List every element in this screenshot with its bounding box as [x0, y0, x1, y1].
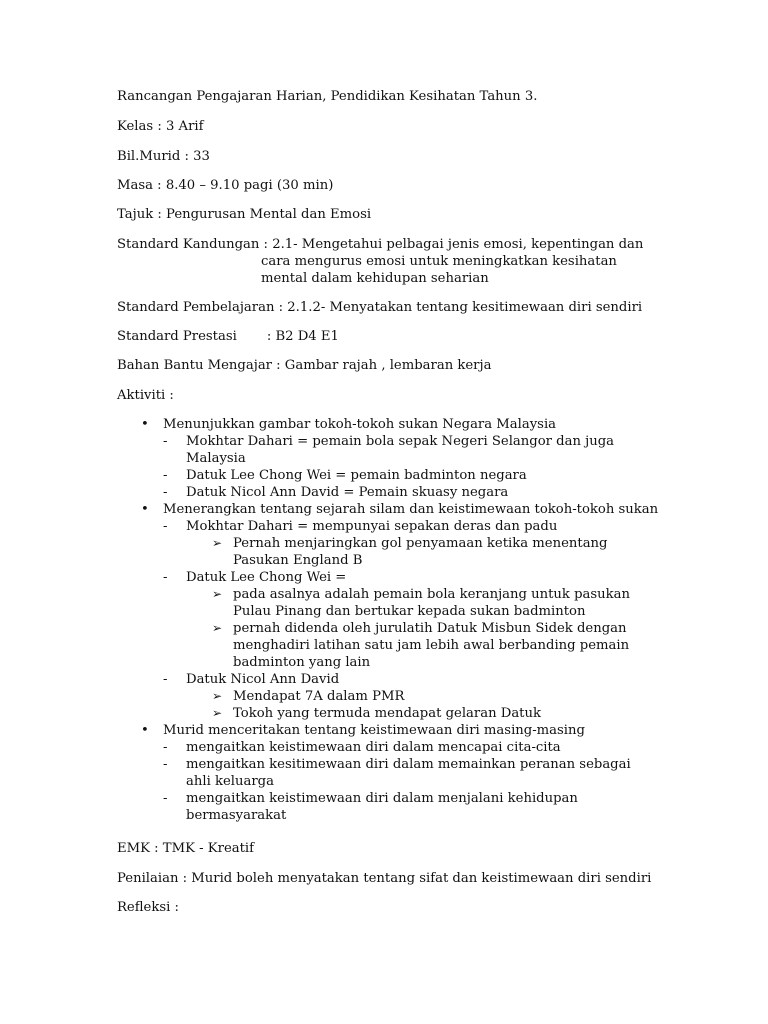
bullet-icon: • — [141, 417, 149, 432]
activity-point-continued-text: Pulau Pinang dan bertukar kepada sukan badminton — [233, 604, 586, 619]
refleksi-label: Refleksi : — [117, 900, 179, 915]
arrow-bullet-icon: ➢ — [212, 689, 223, 703]
emk-line: EMK : TMK - Kreatif — [117, 841, 255, 856]
standard-kandungan-line2: cara mengurus emosi untuk meningkatkan kesihatan — [261, 254, 617, 269]
activity-subitem-text: Datuk Nicol Ann David — [186, 672, 340, 687]
kelas-line: Kelas : 3 Arif — [117, 119, 204, 134]
dash-marker: - — [163, 519, 168, 534]
activity-item-text: Murid menceritakan tentang keistimewaan diri masing-masing — [163, 723, 585, 738]
activity-point-continued-text: menghadiri latihan satu jam lebih awal berbanding pemain — [233, 638, 630, 653]
activity-subitem — [0, 467, 768, 484]
dash-marker: - — [163, 672, 168, 687]
arrow-bullet-icon: ➢ — [212, 706, 223, 720]
activity-subitem-text: mengaitkan keistimewaan diri dalam mencapai cita-cita — [186, 740, 561, 755]
arrow-bullet-icon: ➢ — [212, 587, 223, 601]
activity-point-continued — [0, 654, 768, 671]
activity-point — [0, 586, 768, 603]
bahan-line: Bahan Bantu Mengajar : Gambar rajah , lembaran kerja — [117, 358, 492, 373]
activity-subitem-text: Datuk Nicol Ann David = Pemain skuasy negara — [186, 485, 509, 500]
bil-murid-line: Bil.Murid : 33 — [117, 149, 210, 164]
activity-subitem-continued-text: ahli keluarga — [186, 774, 274, 789]
dash-marker: - — [163, 468, 168, 483]
activity-point-continued — [0, 603, 768, 620]
standard-prestasi-value: : B2 D4 E1 — [266, 329, 339, 344]
penilaian-line: Penilaian : Murid boleh menyatakan tentang sifat dan keistimewaan diri sendiri — [117, 871, 652, 886]
standard-kandungan-line3: mental dalam kehidupan seharian — [261, 271, 489, 286]
activity-subitem-continued — [0, 807, 768, 824]
activity-point-text: pernah didenda oleh jurulatih Datuk Misbun Sidek dengan — [233, 621, 627, 636]
activity-point-text: Mendapat 7A dalam PMR — [233, 689, 405, 704]
standard-prestasi-label: Standard Prestasi — [117, 329, 237, 344]
activity-point-continued — [0, 637, 768, 654]
bullet-icon: • — [141, 723, 149, 738]
activity-subitem — [0, 433, 768, 450]
activity-subitem-text: Mokhtar Dahari = mempunyai sepakan deras dan padu — [186, 519, 558, 534]
dash-marker: - — [163, 570, 168, 585]
activity-subitem-continued — [0, 450, 768, 467]
standard-kandungan-line1: Standard Kandungan : 2.1- Mengetahui pelbagai jenis emosi, kepentingan dan — [117, 237, 644, 252]
activity-subitem-continued — [0, 773, 768, 790]
activity-point — [0, 620, 768, 637]
dash-marker: - — [163, 485, 168, 500]
document-title: Rancangan Pengajaran Harian, Pendidikan Kesihatan Tahun 3. — [117, 89, 538, 104]
activity-point — [0, 705, 768, 722]
bullet-icon: • — [141, 502, 149, 517]
activity-subitem-text: mengaitkan kesitimewaan diri dalam memainkan peranan sebagai — [186, 757, 631, 772]
activity-point-continued-text: badminton yang lain — [233, 655, 371, 670]
dash-marker: - — [163, 757, 168, 772]
activity-subitem — [0, 569, 768, 586]
standard-pembelajaran-line: Standard Pembelajaran : 2.1.2- Menyatakan tentang kesitimewaan diri sendiri — [117, 300, 643, 315]
activity-list — [0, 416, 768, 824]
activity-point-text: Pernah menjaringkan gol penyamaan ketika menentang — [233, 536, 608, 551]
activity-subitem — [0, 518, 768, 535]
dash-marker: - — [163, 740, 168, 755]
arrow-bullet-icon: ➢ — [212, 621, 223, 635]
tajuk-line: Tajuk : Pengurusan Mental dan Emosi — [117, 207, 372, 222]
dash-marker: - — [163, 434, 168, 449]
activity-point-continued-text: Pasukan England B — [233, 553, 363, 568]
activity-subitem-text: Datuk Lee Chong Wei = pemain badminton negara — [186, 468, 527, 483]
activity-subitem — [0, 756, 768, 773]
activity-item-text: Menerangkan tentang sejarah silam dan keistimewaan tokoh-tokoh sukan — [163, 502, 659, 517]
activity-subitem — [0, 671, 768, 688]
activity-subitem — [0, 790, 768, 807]
activity-subitem-text: Datuk Lee Chong Wei = — [186, 570, 347, 585]
arrow-bullet-icon: ➢ — [212, 536, 223, 550]
activity-item — [0, 722, 768, 739]
activity-point-continued — [0, 552, 768, 569]
aktiviti-label: Aktiviti : — [117, 388, 174, 403]
activity-subitem-continued-text: Malaysia — [186, 451, 246, 466]
standard-prestasi-line — [117, 328, 339, 345]
activity-point-text: Tokoh yang termuda mendapat gelaran Datuk — [233, 706, 541, 721]
dash-marker: - — [163, 791, 168, 806]
activity-subitem-text: Mokhtar Dahari = pemain bola sepak Negeri Selangor dan juga — [186, 434, 615, 449]
activity-subitem-continued-text: bermasyarakat — [186, 808, 287, 823]
activity-point — [0, 688, 768, 705]
activity-point-text: pada asalnya adalah pemain bola keranjang untuk pasukan — [233, 587, 631, 602]
activity-subitem-text: mengaitkan keistimewaan diri dalam menjalani kehidupan — [186, 791, 578, 806]
activity-item-text: Menunjukkan gambar tokoh-tokoh sukan Negara Malaysia — [163, 417, 557, 432]
activity-item — [0, 416, 768, 433]
masa-line: Masa : 8.40 – 9.10 pagi (30 min) — [117, 178, 334, 193]
activity-item — [0, 501, 768, 518]
activity-subitem — [0, 484, 768, 501]
activity-point — [0, 535, 768, 552]
activity-subitem — [0, 739, 768, 756]
